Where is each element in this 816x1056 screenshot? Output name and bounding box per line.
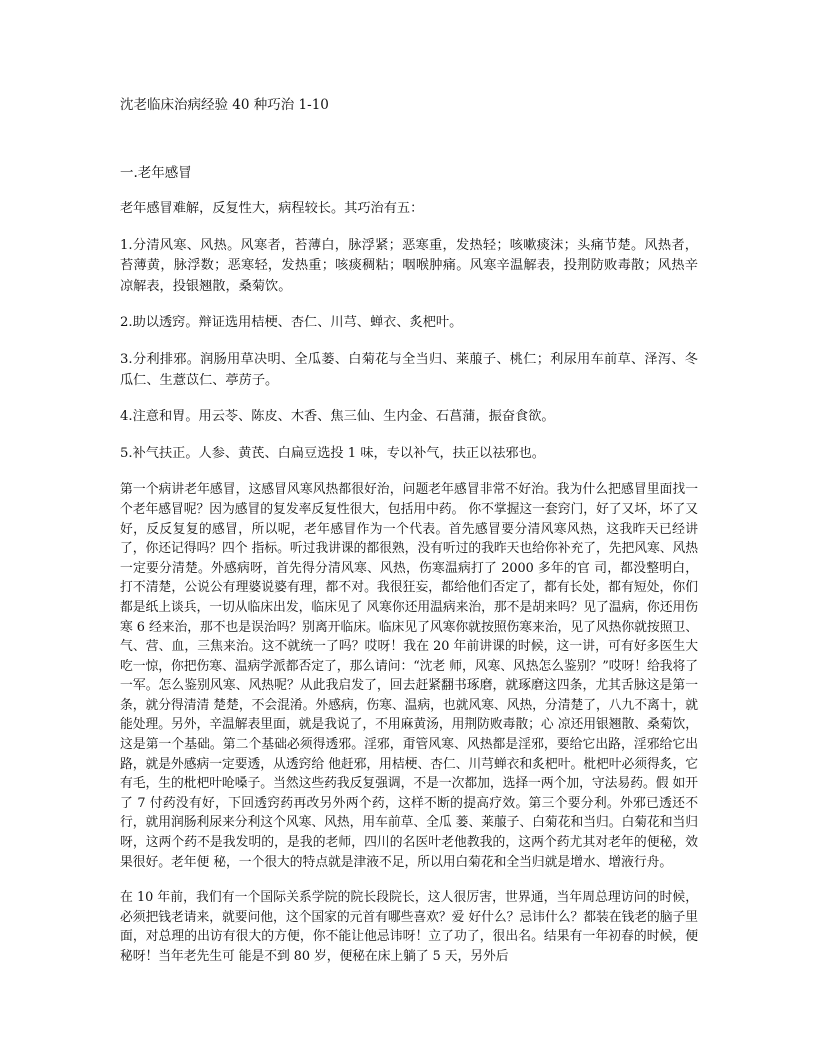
list-item: 4.注意和胃。用云苓、陈皮、木香、焦三仙、生内金、石菖蒲，振奋食欲。: [120, 409, 555, 425]
intro-paragraph: 老年感冒难解，反复性大，病程较长。其巧治有五：: [120, 201, 424, 216]
story-paragraph: 在 10 年前，我们有一个国际关系学院的院长段院长，这人很厉害，世界通，当年周总理访问的时候，必须把钱老请来，就要问他，这个国家的元首有哪些喜欢？爱 好什么？忌讳什么？都装在钱老的脑子里面，对总理的出访有很大的方便，你不能让他忌讳呀！立了功了，很出名。结果有一年初春的时候，便秘呀！当年老先生可 能是不到 80 岁，便秘在床上躺了 5 天，另外后: [120, 890, 698, 964]
list-item: 2.助以透窍。辩证选用桔梗、杏仁、川芎、蝉衣、炙杷叶。: [120, 315, 463, 331]
list-item: 5.补气扶正。人参、黄芪、白扁豆选投 1 味，专以补气，扶正以祛邪也。: [120, 445, 545, 461]
document-title: 沈老临床治病经验 40 种巧治 1-10: [120, 97, 329, 113]
section-heading: 一.老年感冒: [120, 165, 192, 181]
list-item: 1.分清风寒、风热。风寒者，苔薄白，脉浮紧；恶寒重，发热轻；咳嗽痰沫；头痛节楚。风热者，苔薄黄，脉浮数；恶寒轻，发热重；咳痰稠粘；咽喉肿痛。风寒辛温解表，投荆防败毒散；风热辛凉解表，投银翘散，桑菊饮。: [120, 237, 698, 294]
list-item: 3.分利排邪。润肠用草决明、全瓜蒌、白菊花与全当归、莱菔子、桃仁；利尿用车前草、泽泻、冬瓜仁、生薏苡仁、葶苈子。: [120, 351, 698, 388]
document-page: [120, 95, 698, 983]
lecture-paragraph: 第一个病讲老年感冒，这感冒风寒风热都很好治，问题老年感冒非常不好治。我为什么把感冒里面找一个老年感冒呢？因为感冒的复发率反复性很大，包括用中药。 你不掌握这一套窍门，好了又坏，坏了又好，反反复复的感冒，所以呢，老年感冒作为一个代表。首先感冒要分清风寒风热，这我昨天已经讲了，你还记得吗？四个 指标。听过我讲课的都很熟，没有听过的我昨天也给你补充了，先把风寒、风热一定要分清楚。外感病呀，首先得分清风寒、风热，伤寒温病打了 2000 多年的官 司，都没整明白，打不清楚，公说公有理婆说婆有理，都不对。我很狂妄，都给他们否定了，都有长处，都有短处，你们都是纸上谈兵，一切从临床出发，临床见了 风寒你还用温病来治，那不是胡来吗？见了温病，你还用伤寒 6 经来治，那不也是误治吗？别离开临床。临床见了风寒你就按照伤寒来治，见了风热你就按照卫、 气、营、血，三焦来治。这不就统一了吗？哎呀！我在 20 年前讲课的时候，这一讲，可有好多医生大吃一惊，你把伤寒、温病学派都否定了，那么请问：“沈老 师，风寒、风热怎么鉴别？”哎呀！给我将了一军。怎么鉴别风寒、风热呢？从此我启发了，回去赶紧翻书琢磨，就琢磨这四条，尤其舌脉这是第一条，就分得清清 楚楚，不会混淆。外感病，伤寒、温病，也就风寒、风热，分清楚了，八九不离十，就能处理。另外，辛温解表里面，就是我说了，不用麻黄汤，用荆防败毒散；心 凉还用银翘散、桑菊饮，这是第一个基础。第二个基础必须得透邪。淫邪，甭管风寒、风热都是淫邪，要给它出路，淫邪给它出路，就是外感病一定要透，从透窍给 他赶邪，用桔梗、杏仁、川芎蝉衣和炙杷叶。枇杷叶必须得炙，它有毛，生的枇杷叶呛嗓子。当然这些药我反复强调，不是一次都加，选择一两个加，守法易药。假 如开了 7 付药没有好，下回透窍药再改另外两个药，这样不断的提高疗效。第三个要分利。外邪已透还不行，就用润肠利尿来分利这个风寒、风热，用车前草、全瓜 蒌、莱菔子、白菊花和当归。白菊花和当归呀，这两个药不是我发明的，是我的老师，四川的名医叶老他教我的，这两个药尤其对老年的便秘，效果很好。老年便 秘，一个很大的特点就是津液不足，所以用白菊花和全当归就是增水、增液行舟。: [120, 482, 698, 870]
